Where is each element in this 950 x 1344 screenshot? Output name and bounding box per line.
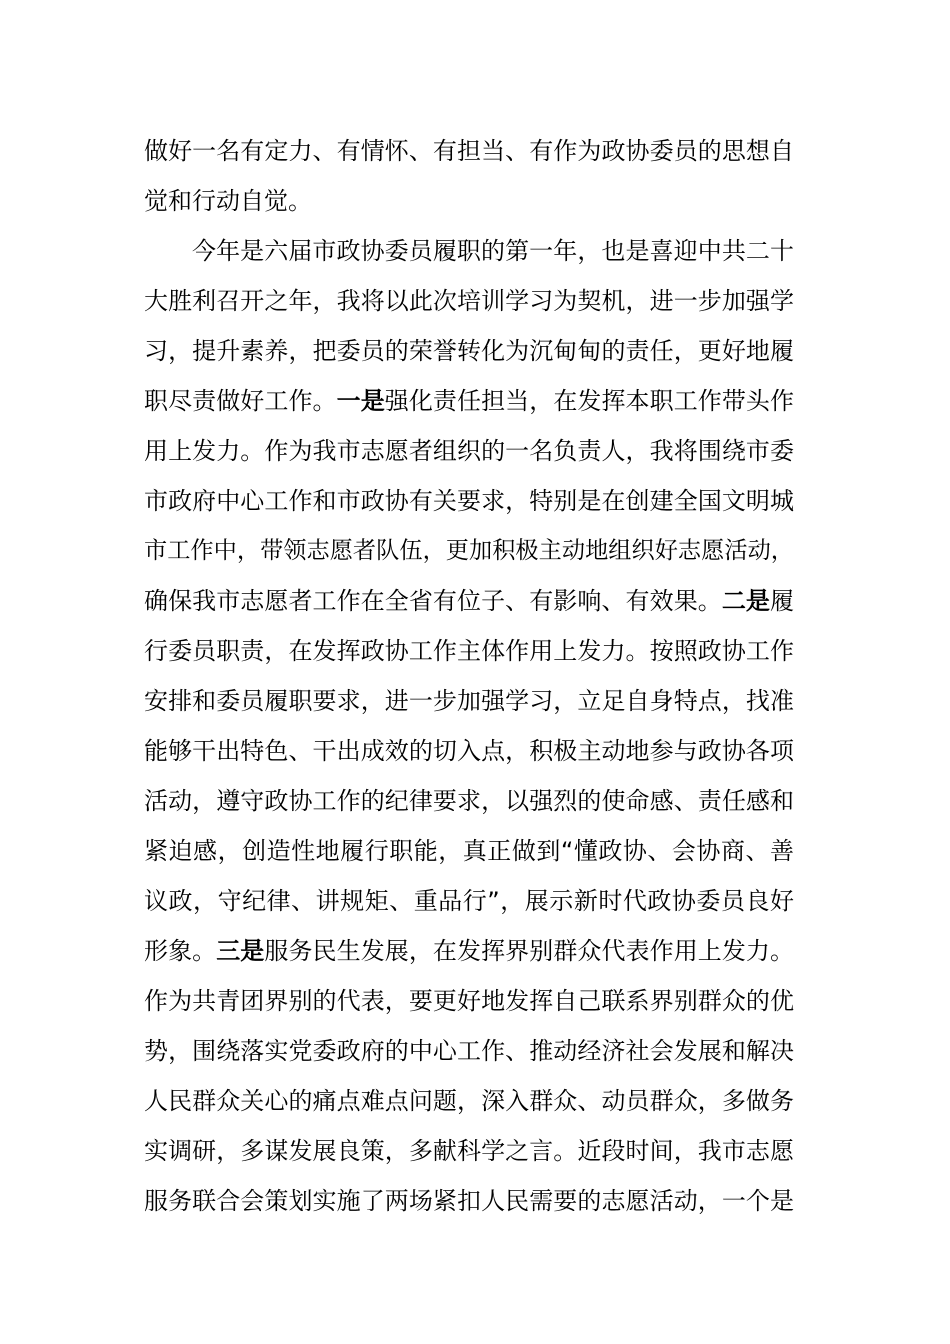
text-line — [144, 576, 794, 626]
text-line — [144, 376, 794, 426]
text-run: 强化责任担当，在发挥本职工作带头作 — [384, 387, 795, 415]
text-line: 紧迫感，创造性地履行职能，真正做到“懂政协、会协商、善 — [144, 837, 794, 865]
text-line: 实调研，多谋发展良策，多献科学之言。近段时间，我市志愿 — [144, 1137, 794, 1165]
text-line — [144, 926, 794, 976]
text-line: 能够干出特色、干出成效的切入点，积极主动地参与政协各项 — [144, 737, 794, 765]
text-line: 今年是六届市政协委员履职的第一年，也是喜迎中共二十 — [192, 237, 794, 265]
body-text — [144, 126, 794, 1226]
text-run: 确保我市志愿者工作在全省有位子、有影响、有效果。 — [144, 587, 722, 615]
text-line: 服务联合会策划实施了两场紧扣人民需要的志愿活动，一个是 — [144, 1187, 794, 1215]
text-line: 安排和委员履职要求，进一步加强学习，立足自身特点，找准 — [144, 687, 794, 715]
text-line: 势，围绕落实党委政府的中心工作、推动经济社会发展和解决 — [144, 1037, 794, 1065]
text-line: 作为共青团界别的代表，要更好地发挥自己联系界别群众的优 — [144, 987, 794, 1015]
text-run: 形象。 — [144, 937, 217, 965]
text-line: 市工作中，带领志愿者队伍，更加积极主动地组织好志愿活动， — [144, 537, 794, 564]
text-line: 市政府中心工作和市政协有关要求，特别是在创建全国文明城 — [144, 487, 794, 515]
text-line: 觉和行动自觉。 — [144, 187, 312, 215]
text-run: 履 — [770, 587, 795, 615]
bold-heading: 一是 — [336, 387, 385, 415]
text-line: 用上发力。作为我市志愿者组织的一名负责人，我将围绕市委 — [144, 437, 794, 465]
text-line: 议政，守纪律、讲规矩、重品行”，展示新时代政协委员良好 — [144, 887, 794, 915]
text-run: 职尽责做好工作。 — [144, 387, 337, 415]
text-line: 活动，遵守政协工作的纪律要求，以强烈的使命感、责任感和 — [144, 787, 794, 815]
text-line: 习，提升素养，把委员的荣誉转化为沉甸甸的责任，更好地履 — [144, 337, 794, 365]
bold-heading: 三是 — [216, 937, 265, 965]
text-line: 行委员职责，在发挥政协工作主体作用上发力。按照政协工作 — [144, 637, 794, 665]
text-line: 做好一名有定力、有情怀、有担当、有作为政协委员的思想自 — [144, 137, 794, 165]
text-line: 大胜利召开之年，我将以此次培训学习为契机，进一步加强学 — [144, 287, 794, 315]
bold-heading: 二是 — [721, 587, 771, 615]
text-line: 人民群众关心的痛点难点问题，深入群众、动员群众，多做务 — [144, 1087, 794, 1115]
text-run: 服务民生发展，在发挥界别群众代表作用上发力。 — [264, 937, 795, 965]
